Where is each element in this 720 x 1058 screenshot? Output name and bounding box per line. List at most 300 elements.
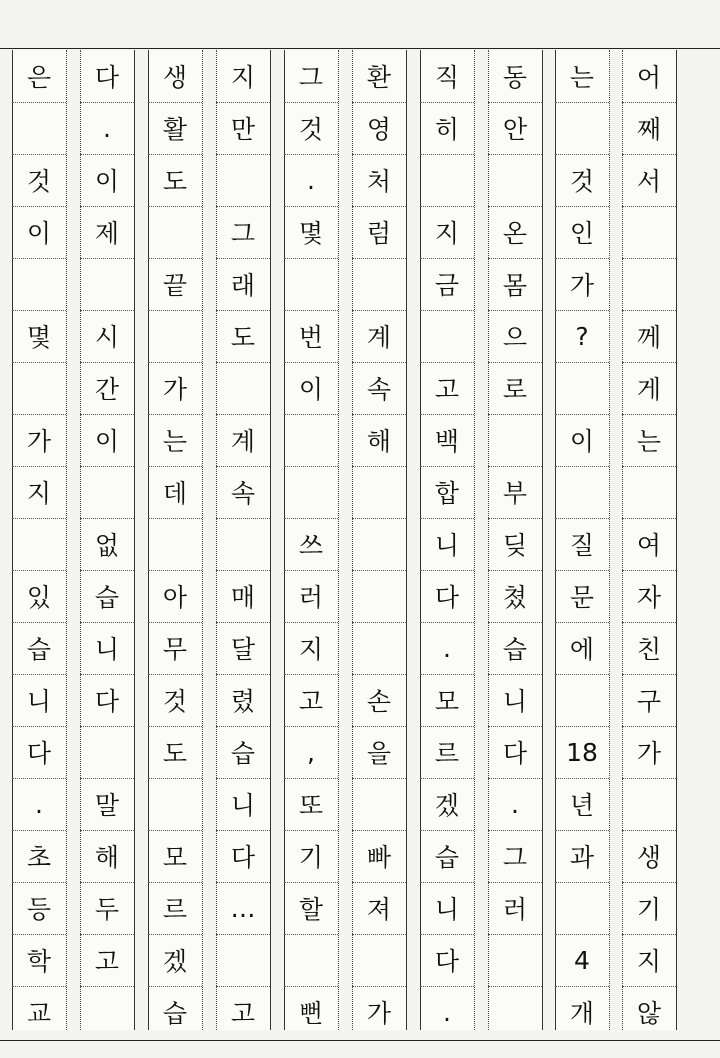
manuscript-cell: . — [35, 789, 43, 819]
cell-divider — [622, 882, 676, 883]
column-rule — [406, 50, 407, 1030]
cell-divider — [148, 414, 202, 415]
cell-divider — [622, 986, 676, 987]
manuscript-cell: 달 — [230, 635, 256, 664]
manuscript-cell: 져 — [366, 895, 392, 924]
manuscript-cell: 모 — [162, 843, 188, 872]
cell-divider — [352, 102, 406, 103]
manuscript-cell: 로 — [502, 375, 528, 404]
manuscript-cell: 백 — [434, 427, 460, 456]
manuscript-cell: 가 — [26, 427, 52, 456]
manuscript-cell: 않 — [636, 999, 662, 1028]
cell-divider — [12, 830, 66, 831]
manuscript-cell — [148, 206, 202, 258]
manuscript-cell: 다 — [230, 843, 256, 872]
manuscript-cell: 서 — [636, 167, 662, 196]
cell-divider — [284, 986, 338, 987]
manuscript-cell: 것 — [26, 167, 52, 196]
column-rule — [66, 50, 67, 1030]
manuscript-cell: 쓰 — [298, 531, 324, 560]
cell-divider — [420, 934, 474, 935]
manuscript-cell: 끝 — [162, 271, 188, 300]
cell-divider — [555, 830, 609, 831]
manuscript-cell: 직 — [434, 63, 460, 92]
manuscript-cell: 뻔 — [298, 999, 324, 1028]
cell-divider — [12, 934, 66, 935]
cell-divider — [284, 258, 338, 259]
cell-divider — [216, 934, 270, 935]
column-rule — [609, 50, 610, 1030]
cell-divider — [284, 674, 338, 675]
manuscript-cell: 지 — [434, 219, 460, 248]
cell-divider — [12, 726, 66, 727]
cell-divider — [216, 518, 270, 519]
manuscript-cell: 문 — [569, 583, 595, 612]
cell-divider — [420, 830, 474, 831]
cell-divider — [148, 830, 202, 831]
manuscript-cell — [488, 986, 542, 1038]
manuscript-cell — [352, 258, 406, 310]
cell-divider — [12, 778, 66, 779]
manuscript-cell: 동 — [502, 63, 528, 92]
cell-divider — [352, 570, 406, 571]
cell-divider — [284, 830, 338, 831]
cell-divider — [80, 726, 134, 727]
cell-divider — [80, 466, 134, 467]
manuscript-cell: 이 — [569, 427, 595, 456]
cell-divider — [420, 414, 474, 415]
manuscript-cell — [80, 726, 134, 778]
cell-divider — [555, 206, 609, 207]
cell-divider — [352, 830, 406, 831]
cell-divider — [488, 518, 542, 519]
manuscript-column — [216, 50, 270, 1030]
cell-divider — [488, 934, 542, 935]
cell-divider — [622, 154, 676, 155]
manuscript-cell: 가 — [162, 375, 188, 404]
cell-divider — [488, 778, 542, 779]
manuscript-cell: 고 — [94, 947, 120, 976]
cell-divider — [80, 934, 134, 935]
cell-divider — [284, 102, 338, 103]
manuscript-cell: 해 — [366, 427, 392, 456]
manuscript-cell — [12, 518, 66, 570]
manuscript-cell — [420, 154, 474, 206]
manuscript-cell — [622, 258, 676, 310]
manuscript-cell — [420, 310, 474, 362]
manuscript-cell — [352, 570, 406, 622]
manuscript-cell — [352, 622, 406, 674]
column-rule — [352, 50, 353, 1030]
manuscript-cell — [284, 414, 338, 466]
cell-divider — [284, 882, 338, 883]
manuscript-cell: 계 — [366, 323, 392, 352]
manuscript-cell — [80, 986, 134, 1038]
cell-divider — [216, 466, 270, 467]
cell-divider — [148, 466, 202, 467]
manuscript-cell: 것 — [569, 167, 595, 196]
manuscript-cell: 18 — [566, 737, 598, 767]
manuscript-cell: 영 — [366, 115, 392, 144]
manuscript-cell: 간 — [94, 375, 120, 404]
cell-divider — [555, 102, 609, 103]
manuscript-cell: 아 — [162, 583, 188, 612]
cell-divider — [284, 570, 338, 571]
cell-divider — [284, 518, 338, 519]
manuscript-cell: 있 — [26, 583, 52, 612]
manuscript-column — [488, 50, 542, 1030]
manuscript-cell: 질 — [569, 531, 595, 560]
manuscript-cell: 손 — [366, 687, 392, 716]
manuscript-cell: 께 — [636, 323, 662, 352]
manuscript-cell: 딪 — [502, 531, 528, 560]
cell-divider — [216, 154, 270, 155]
manuscript-cell: 몇 — [26, 323, 52, 352]
manuscript-cell — [352, 778, 406, 830]
cell-divider — [80, 986, 134, 987]
manuscript-cell — [555, 466, 609, 518]
manuscript-cell: 니 — [502, 687, 528, 716]
cell-divider — [555, 622, 609, 623]
manuscript-cell — [622, 466, 676, 518]
manuscript-cell: 개 — [569, 999, 595, 1028]
manuscript-cell: 지 — [298, 635, 324, 664]
cell-divider — [420, 570, 474, 571]
cell-divider — [488, 206, 542, 207]
cell-divider — [420, 726, 474, 727]
cell-divider — [148, 154, 202, 155]
manuscript-cell: 는 — [569, 63, 595, 92]
cell-divider — [80, 622, 134, 623]
cell-divider — [284, 310, 338, 311]
cell-divider — [555, 154, 609, 155]
cell-divider — [216, 830, 270, 831]
cell-divider — [352, 258, 406, 259]
manuscript-cell — [622, 778, 676, 830]
manuscript-cell: 째 — [636, 115, 662, 144]
cell-divider — [12, 882, 66, 883]
cell-divider — [284, 778, 338, 779]
cell-divider — [12, 102, 66, 103]
cell-divider — [622, 570, 676, 571]
manuscript-cell: 도 — [162, 167, 188, 196]
manuscript-cell: 또 — [298, 791, 324, 820]
cell-divider — [488, 726, 542, 727]
column-rule — [488, 50, 489, 1030]
cell-divider — [420, 466, 474, 467]
manuscript-cell — [488, 414, 542, 466]
column-rule — [420, 50, 421, 1030]
cell-divider — [12, 414, 66, 415]
manuscript-cell — [148, 310, 202, 362]
cell-divider — [216, 206, 270, 207]
cell-divider — [148, 778, 202, 779]
cell-divider — [622, 362, 676, 363]
cell-divider — [12, 154, 66, 155]
cell-divider — [12, 986, 66, 987]
manuscript-cell — [12, 362, 66, 414]
manuscript-cell: 니 — [434, 895, 460, 924]
manuscript-cell — [352, 518, 406, 570]
manuscript-cell: 래 — [230, 271, 256, 300]
cell-divider — [80, 674, 134, 675]
cell-divider — [12, 674, 66, 675]
cell-divider — [12, 570, 66, 571]
manuscript-cell — [284, 466, 338, 518]
cell-divider — [80, 102, 134, 103]
manuscript-column — [12, 50, 66, 1030]
manuscript-column — [420, 50, 474, 1030]
manuscript-cell: 부 — [502, 479, 528, 508]
cell-divider — [488, 310, 542, 311]
manuscript-cell — [216, 154, 270, 206]
cell-divider — [352, 986, 406, 987]
manuscript-cell: 고 — [298, 687, 324, 716]
cell-divider — [148, 674, 202, 675]
cell-divider — [80, 154, 134, 155]
cell-divider — [148, 102, 202, 103]
cell-divider — [148, 258, 202, 259]
manuscript-cell: 속 — [230, 479, 256, 508]
cell-divider — [148, 362, 202, 363]
cell-divider — [420, 622, 474, 623]
manuscript-cell: 없 — [94, 531, 120, 560]
manuscript-cell: 처 — [366, 167, 392, 196]
cell-divider — [284, 206, 338, 207]
manuscript-cell: 빠 — [366, 843, 392, 872]
cell-divider — [284, 466, 338, 467]
manuscript-cell: 교 — [26, 999, 52, 1028]
cell-divider — [284, 934, 338, 935]
manuscript-cell: 럼 — [366, 219, 392, 248]
manuscript-cell: 할 — [298, 895, 324, 924]
manuscript-cell: . — [443, 633, 451, 663]
column-rule — [80, 50, 81, 1030]
manuscript-cell: 도 — [230, 323, 256, 352]
cell-divider — [80, 362, 134, 363]
cell-divider — [622, 258, 676, 259]
cell-divider — [622, 934, 676, 935]
cell-divider — [352, 206, 406, 207]
manuscript-cell: . — [511, 789, 519, 819]
manuscript-cell: 니 — [94, 635, 120, 664]
manuscript-cell: 가 — [636, 739, 662, 768]
manuscript-cell: 년 — [569, 791, 595, 820]
cell-divider — [488, 362, 542, 363]
cell-divider — [148, 726, 202, 727]
cell-divider — [216, 622, 270, 623]
manuscript-cell: 쳤 — [502, 583, 528, 612]
cell-divider — [488, 414, 542, 415]
manuscript-cell: 말 — [94, 791, 120, 820]
column-rule — [622, 50, 623, 1030]
manuscript-cell: 시 — [94, 323, 120, 352]
manuscript-cell: 모 — [434, 687, 460, 716]
manuscript-cell: 생 — [162, 63, 188, 92]
cell-divider — [352, 778, 406, 779]
manuscript-cell: 구 — [636, 687, 662, 716]
cell-divider — [555, 986, 609, 987]
manuscript-cell: 활 — [162, 115, 188, 144]
cell-divider — [622, 674, 676, 675]
manuscript-cell: 인 — [569, 219, 595, 248]
cell-divider — [148, 570, 202, 571]
manuscript-cell — [12, 102, 66, 154]
column-rule — [676, 50, 677, 1030]
manuscript-cell — [148, 518, 202, 570]
sheet-border-line — [0, 48, 720, 49]
column-rule — [270, 50, 271, 1030]
manuscript-cell: 지 — [636, 947, 662, 976]
manuscript-column — [148, 50, 202, 1030]
cell-divider — [148, 934, 202, 935]
manuscript-cell: 4 — [574, 945, 590, 975]
manuscript-cell — [80, 466, 134, 518]
manuscript-cell: 습 — [162, 999, 188, 1028]
manuscript-cell: 히 — [434, 115, 460, 144]
cell-divider — [216, 570, 270, 571]
column-rule — [284, 50, 285, 1030]
cell-divider — [488, 102, 542, 103]
manuscript-cell — [216, 518, 270, 570]
cell-divider — [80, 882, 134, 883]
cell-divider — [488, 570, 542, 571]
cell-divider — [352, 362, 406, 363]
cell-divider — [555, 778, 609, 779]
manuscript-cell — [622, 206, 676, 258]
cell-divider — [622, 102, 676, 103]
column-rule — [555, 50, 556, 1030]
manuscript-column — [284, 50, 338, 1030]
manuscript-cell: 다 — [26, 739, 52, 768]
manuscript-cell — [555, 102, 609, 154]
cell-divider — [488, 986, 542, 987]
manuscript-cell: 다 — [94, 63, 120, 92]
manuscript-cell: 에 — [569, 635, 595, 664]
manuscript-cell: 몇 — [298, 219, 324, 248]
cell-divider — [12, 310, 66, 311]
cell-divider — [420, 206, 474, 207]
manuscript-cell: 번 — [298, 323, 324, 352]
manuscript-cell: 제 — [94, 219, 120, 248]
manuscript-cell: 온 — [502, 219, 528, 248]
cell-divider — [352, 882, 406, 883]
manuscript-cell: 해 — [94, 843, 120, 872]
manuscript-cell: 고 — [434, 375, 460, 404]
cell-divider — [622, 518, 676, 519]
cell-divider — [216, 258, 270, 259]
cell-divider — [555, 934, 609, 935]
cell-divider — [555, 466, 609, 467]
manuscript-cell: , — [307, 737, 315, 767]
manuscript-cell: 가 — [569, 271, 595, 300]
cell-divider — [12, 518, 66, 519]
cell-divider — [555, 414, 609, 415]
manuscript-cell: 데 — [162, 479, 188, 508]
cell-divider — [488, 154, 542, 155]
cell-divider — [284, 414, 338, 415]
cell-divider — [148, 206, 202, 207]
manuscript-cell: 은 — [26, 63, 52, 92]
manuscript-cell: 어 — [636, 63, 662, 92]
cell-divider — [555, 362, 609, 363]
cell-divider — [352, 622, 406, 623]
manuscript-column — [80, 50, 134, 1030]
manuscript-cell: 습 — [94, 583, 120, 612]
cell-divider — [12, 622, 66, 623]
manuscript-cell: 몸 — [502, 271, 528, 300]
manuscript-cell: 기 — [636, 895, 662, 924]
cell-divider — [555, 674, 609, 675]
cell-divider — [284, 622, 338, 623]
cell-divider — [622, 206, 676, 207]
cell-divider — [555, 258, 609, 259]
cell-divider — [420, 310, 474, 311]
manuscript-cell: 러 — [502, 895, 528, 924]
cell-divider — [80, 206, 134, 207]
manuscript-cell: . — [307, 165, 315, 195]
cell-divider — [420, 154, 474, 155]
cell-divider — [352, 310, 406, 311]
manuscript-cell: 자 — [636, 583, 662, 612]
manuscript-cell: 다 — [94, 687, 120, 716]
cell-divider — [352, 934, 406, 935]
manuscript-cell — [12, 258, 66, 310]
manuscript-column — [352, 50, 406, 1030]
manuscript-cell: ? — [575, 321, 589, 351]
cell-divider — [12, 206, 66, 207]
manuscript-cell — [80, 258, 134, 310]
column-rule — [202, 50, 203, 1030]
manuscript-cell: 학 — [26, 947, 52, 976]
cell-divider — [420, 882, 474, 883]
manuscript-cell: 으 — [502, 323, 528, 352]
manuscript-cell: 다 — [434, 583, 460, 612]
manuscript-cell — [555, 882, 609, 934]
cell-divider — [622, 622, 676, 623]
cell-divider — [622, 726, 676, 727]
cell-divider — [420, 102, 474, 103]
manuscript-cell: 가 — [366, 999, 392, 1028]
column-rule — [134, 50, 135, 1030]
cell-divider — [216, 102, 270, 103]
manuscript-cell: 안 — [502, 115, 528, 144]
column-rule — [216, 50, 217, 1030]
manuscript-cell: 니 — [26, 687, 52, 716]
manuscript-cell: 이 — [94, 427, 120, 456]
cell-divider — [148, 882, 202, 883]
manuscript-cell — [352, 466, 406, 518]
manuscript-cell: 다 — [502, 739, 528, 768]
manuscript-cell: 그 — [298, 63, 324, 92]
column-rule — [12, 50, 13, 1030]
cell-divider — [622, 778, 676, 779]
manuscript-cell: 두 — [94, 895, 120, 924]
cell-divider — [420, 362, 474, 363]
cell-divider — [622, 414, 676, 415]
cell-divider — [216, 362, 270, 363]
cell-divider — [352, 674, 406, 675]
sheet-border-line — [0, 1040, 720, 1041]
manuscript-cell: 습 — [434, 843, 460, 872]
cell-divider — [488, 882, 542, 883]
manuscript-cell: 등 — [26, 895, 52, 924]
cell-divider — [420, 518, 474, 519]
manuscript-cell: … — [230, 893, 256, 923]
cell-divider — [148, 518, 202, 519]
cell-divider — [420, 258, 474, 259]
manuscript-cell: 이 — [26, 219, 52, 248]
